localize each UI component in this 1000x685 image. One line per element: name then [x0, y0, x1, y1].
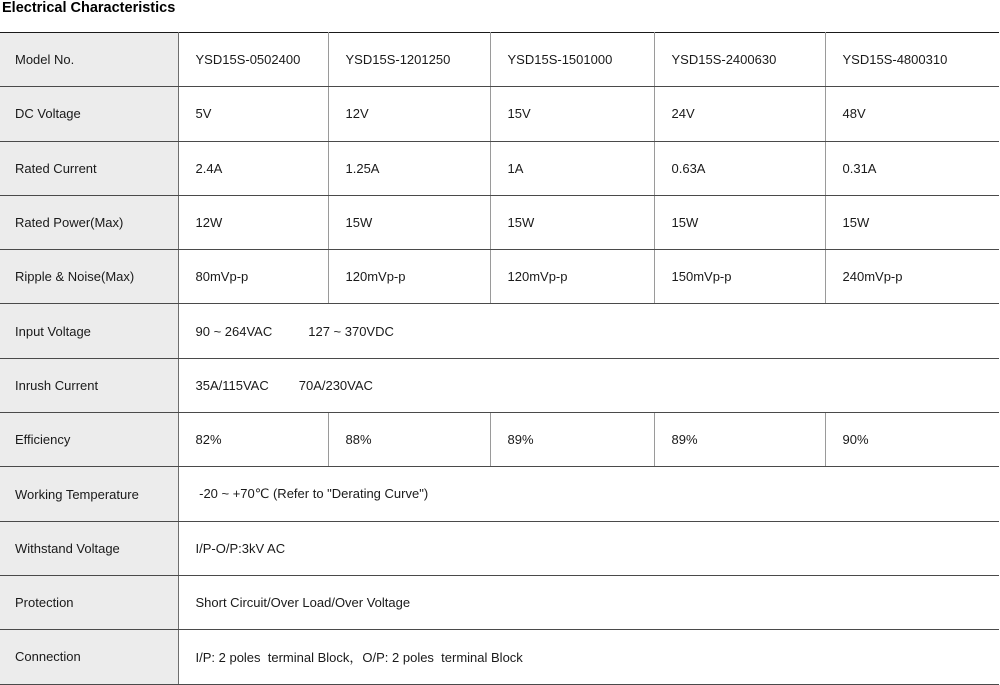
table-row-withstand-voltage — [0, 521, 999, 575]
table-cell: YSD15S-0502400 — [178, 33, 328, 87]
inrush-current-230vac: 70A/230VAC — [298, 377, 373, 393]
row-label: Model No. — [0, 33, 178, 87]
table-row-rated-power — [0, 195, 999, 249]
row-label: Protection — [0, 575, 178, 629]
table-cell-span: -20 ~ +70℃ (Refer to "Derating Curve") — [178, 467, 999, 521]
table-cell: 5V — [178, 87, 328, 141]
table-cell-span — [178, 358, 999, 412]
table-row-connection — [0, 630, 999, 684]
row-label: Rated Current — [0, 141, 178, 195]
row-label: DC Voltage — [0, 87, 178, 141]
table-cell: 15W — [490, 195, 654, 249]
table-cell: 1.25A — [328, 141, 490, 195]
table-cell-span: I/P-O/P:3kV AC — [178, 521, 999, 575]
table-cell: 15W — [825, 195, 999, 249]
table-cell: 15W — [654, 195, 825, 249]
table-cell-span: Short Circuit/Over Load/Over Voltage — [178, 575, 999, 629]
table-row-working-temperature — [0, 467, 999, 521]
table-row-ripple-noise — [0, 250, 999, 304]
table-cell: 15V — [490, 87, 654, 141]
table-cell: 2.4A — [178, 141, 328, 195]
table-cell: 150mVp-p — [654, 250, 825, 304]
section-title: Electrical Characteristics — [2, 0, 176, 16]
table-cell: 120mVp-p — [490, 250, 654, 304]
table-cell: 120mVp-p — [328, 250, 490, 304]
table-cell: 24V — [654, 87, 825, 141]
table-cell: 15W — [328, 195, 490, 249]
row-label: Working Temperature — [0, 467, 178, 521]
table-cell: YSD15S-4800310 — [825, 33, 999, 87]
table-row-input-voltage — [0, 304, 999, 358]
electrical-characteristics-table — [0, 32, 999, 685]
inrush-current-115vac: 35A/115VAC — [195, 377, 269, 393]
table-cell: YSD15S-2400630 — [654, 33, 825, 87]
row-label: Withstand Voltage — [0, 521, 178, 575]
table-row-model-no — [0, 33, 999, 87]
table-cell: 0.63A — [654, 141, 825, 195]
table-cell-span: I/P: 2 poles terminal Block，O/P: 2 poles terminal Block — [178, 630, 999, 684]
table-cell: 82% — [178, 413, 328, 467]
row-label: Ripple & Noise(Max) — [0, 250, 178, 304]
table-cell: 89% — [490, 413, 654, 467]
table-cell: YSD15S-1201250 — [328, 33, 490, 87]
table-cell: 89% — [654, 413, 825, 467]
row-label: Inrush Current — [0, 358, 178, 412]
row-label: Input Voltage — [0, 304, 178, 358]
row-label: Connection — [0, 630, 178, 684]
input-voltage-dc: 127 ~ 370VDC — [308, 323, 394, 339]
table-row-rated-current — [0, 141, 999, 195]
table-row-protection — [0, 575, 999, 629]
table-cell: 90% — [825, 413, 999, 467]
table-row-dc-voltage — [0, 87, 999, 141]
table-cell: 48V — [825, 87, 999, 141]
table-cell: 0.31A — [825, 141, 999, 195]
table-cell: 1A — [490, 141, 654, 195]
row-label: Efficiency — [0, 413, 178, 467]
table-cell: 88% — [328, 413, 490, 467]
table-cell-span — [178, 304, 999, 358]
table-cell: 12V — [328, 87, 490, 141]
row-label: Rated Power(Max) — [0, 195, 178, 249]
table-row-inrush-current — [0, 358, 999, 412]
table-cell: 12W — [178, 195, 328, 249]
input-voltage-ac: 90 ~ 264VAC — [195, 323, 273, 339]
table-row-efficiency — [0, 413, 999, 467]
table-cell: 80mVp-p — [178, 250, 328, 304]
table-cell: YSD15S-1501000 — [490, 33, 654, 87]
table-cell: 240mVp-p — [825, 250, 999, 304]
